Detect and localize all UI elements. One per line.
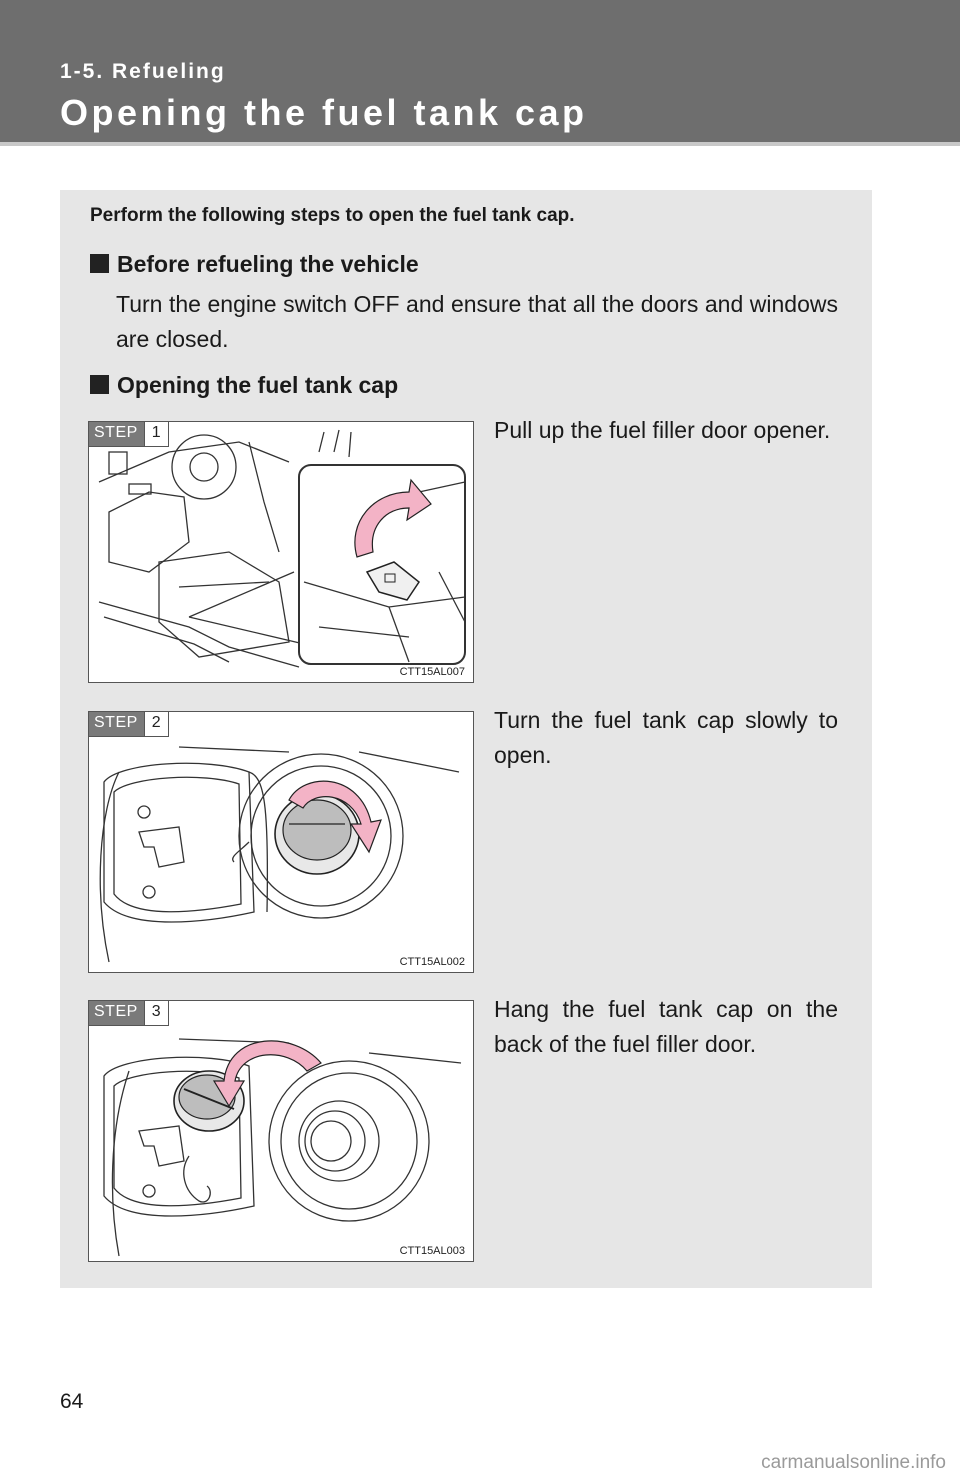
cap-turning-illustration	[89, 712, 473, 972]
subheading-opening-label: Opening the fuel tank cap	[117, 372, 399, 398]
step-2-text: Turn the fuel tank cap slowly to open.	[494, 707, 838, 768]
before-refueling-text: Turn the engine switch OFF and ensure that all the doors and windows are closed.	[116, 291, 838, 352]
page-number: 64	[60, 1390, 84, 1413]
step-3-text: Hang the fuel tank cap on the back of the fuel filler door.	[494, 996, 838, 1057]
figure-code: CTT15AL003	[399, 1245, 465, 1257]
figure-code: CTT15AL007	[399, 666, 465, 678]
figure-step-2	[88, 711, 474, 973]
step-badge-number: 2	[144, 712, 168, 736]
subheading-before-refueling	[90, 251, 419, 278]
figure-step-3	[88, 1000, 474, 1262]
subheading-opening	[90, 372, 398, 399]
step-badge-2	[89, 712, 169, 737]
step-1-text: Pull up the fuel filler door opener.	[494, 417, 831, 443]
subheading-before-label: Before refueling the vehicle	[117, 251, 419, 277]
interior-opener-illustration	[89, 422, 473, 682]
page-header	[0, 0, 960, 146]
cap-hanging-illustration	[89, 1001, 473, 1261]
step-badge-1	[89, 422, 169, 447]
step-badge-label: STEP	[89, 422, 144, 446]
section-label: 1-5. Refueling	[60, 60, 226, 83]
figure-code: CTT15AL002	[399, 956, 465, 968]
step-badge-number: 1	[144, 422, 168, 446]
intro-text: Perform the following steps to open the fuel tank cap.	[90, 205, 575, 226]
figure-step-1	[88, 421, 474, 683]
step-badge-number: 3	[144, 1001, 168, 1025]
page-title: Opening the fuel tank cap	[60, 92, 588, 133]
step-badge-3	[89, 1001, 169, 1026]
step-badge-label: STEP	[89, 1001, 144, 1025]
step-badge-label: STEP	[89, 712, 144, 736]
square-bullet-icon	[90, 254, 109, 273]
square-bullet-icon	[90, 375, 109, 394]
watermark: carmanualsonline.info	[761, 1452, 946, 1473]
